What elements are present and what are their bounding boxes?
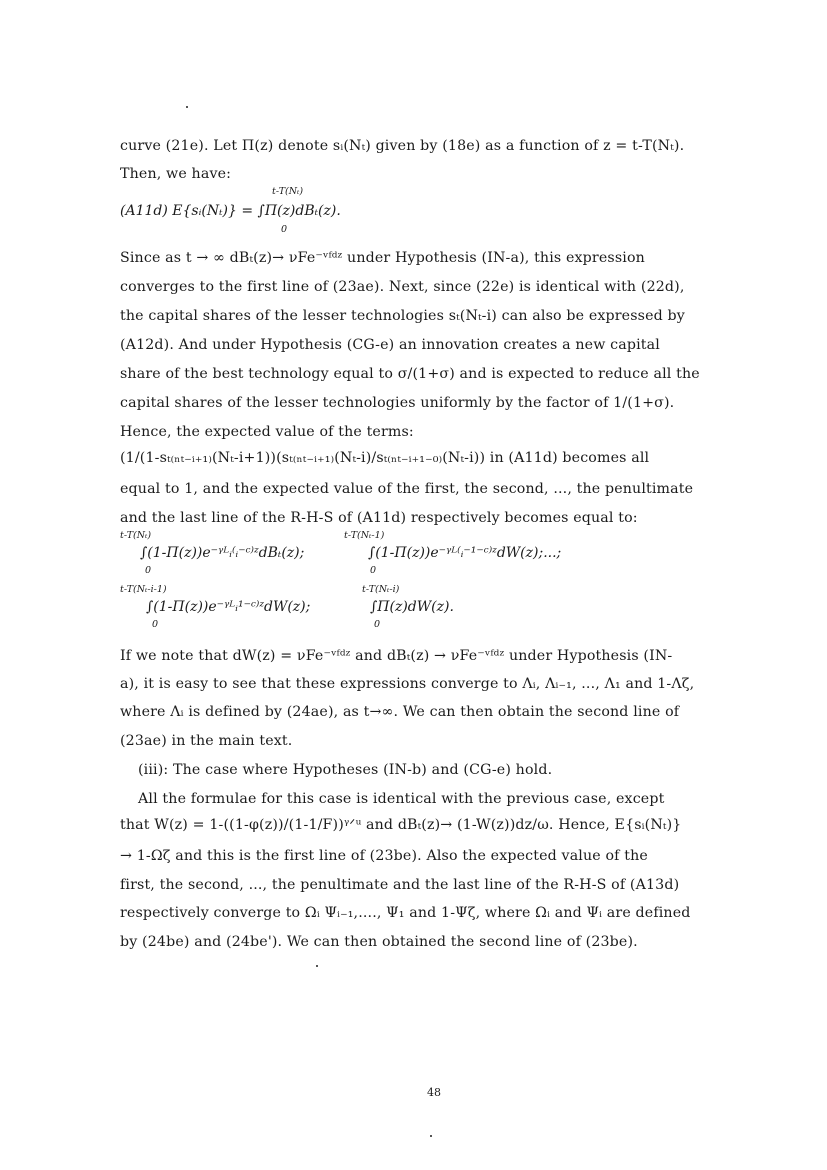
- body-line-11: equal to 1, and the expected value of the first, the second, ..., the penultimate: [120, 481, 694, 497]
- integral-1: ∫(1-Π(z))e⁻ᵞᴸᵢ⁽ᵢ⁻ᶜ⁾ᶻdBₜ(z);: [140, 545, 305, 561]
- body-line-21: first, the second, ..., the penultimate and the last line of the R-H-S of (A13d): [120, 877, 680, 893]
- integral-3-lower-limit: 0: [152, 619, 159, 630]
- body-line-8: capital shares of the lesser technologies uniformly by the factor of 1/(1+σ).: [120, 395, 675, 411]
- body-line-17: (iii): The case where Hypotheses (IN-b) and (CG-e) hold.: [138, 762, 553, 778]
- body-line-22: respectively converge to Ωᵢ Ψᵢ₋₁,...., Ψ₁ and 1-Ψζ, where Ωᵢ and Ψᵢ are defined: [120, 905, 691, 921]
- integral-1-upper-limit: t-T(Nₜ): [120, 530, 152, 541]
- integral-2-upper-limit: t-T(Nₜ-1): [344, 530, 385, 541]
- body-line-18: All the formulae for this case is identical with the previous case, except: [138, 791, 665, 807]
- body-line-1: curve (21e). Let Π(z) denote sᵢ(Nₜ) given by (18e) as a function of z = t-T(Nₜ).: [120, 138, 685, 154]
- body-line-12: and the last line of the R-H-S of (A11d) respectively becomes equal to:: [120, 510, 638, 526]
- body-line-13: If we note that dW(z) = νFe⁻ᵛᶠᵈᶻ and dBₜ(z) → νFe⁻ᵛᶠᵈᶻ under Hypothesis (IN-: [120, 648, 673, 664]
- a11d-lower-limit: 0: [281, 224, 288, 235]
- body-line-10: (1/(1-sₜ₍ₙₜ₋ᵢ₊₁₎(Nₜ-i+1))(sₜ₍ₙₜ₋ᵢ₊₁₎(Nₜ-i)/sₜ₍ₙₜ₋ᵢ₊₁₋₀₎(Nₜ-i)) in (A11d) becomes all: [120, 450, 650, 466]
- scan-speck: [186, 106, 188, 108]
- integral-2: ∫(1-Π(z))e⁻ᵞᴸ⁽ᵢ⁻¹⁻ᶜ⁾ᶻdW(z);...;: [368, 545, 562, 561]
- integral-3-upper-limit: t-T(Nₜ-i-1): [120, 584, 167, 595]
- body-line-7: share of the best technology equal to σ/(1+σ) and is expected to reduce all the: [120, 366, 700, 382]
- page-number: 48: [427, 1086, 441, 1099]
- scan-speck: [316, 965, 318, 967]
- body-line-4: converges to the first line of (23ae). Next, since (22e) is identical with (22d),: [120, 279, 685, 295]
- body-line-2: Then, we have:: [120, 166, 232, 182]
- body-line-20: → 1-Ωζ and this is the first line of (23be). Also the expected value of the: [120, 848, 648, 864]
- body-line-14: a), it is easy to see that these expressions converge to Λᵢ, Λᵢ₋₁, ..., Λ₁ and 1-Λζ,: [120, 676, 695, 692]
- body-line-5: the capital shares of the lesser technologies sₜ(Nₜ-i) can also be expressed by: [120, 308, 685, 324]
- integral-2-lower-limit: 0: [370, 565, 377, 576]
- integral-1-lower-limit: 0: [145, 565, 152, 576]
- body-line-9: Hence, the expected value of the terms:: [120, 424, 414, 440]
- body-line-15: where Λᵢ is defined by (24ae), as t→∞. We can then obtain the second line of: [120, 704, 680, 720]
- body-line-6: (A12d). And under Hypothesis (CG-e) an innovation creates a new capital: [120, 337, 660, 353]
- body-line-19: that W(z) = 1-((1-φ(z))/(1-1/F))ᵞᐟᵘ and dBₜ(z)→ (1-W(z))dz/ω. Hence, E{sᵢ(Nₜ)}: [120, 817, 682, 833]
- body-line-3: Since as t → ∞ dBₜ(z)→ νFe⁻ᵛᶠᵈᶻ under Hypothesis (IN-a), this expression: [120, 250, 645, 266]
- a11d-upper-limit: t-T(Nₜ): [272, 186, 304, 197]
- integral-3: ∫(1-Π(z))e⁻ᵞᴸᵢ¹⁻ᶜ⁾ᶻdW(z);: [146, 599, 311, 615]
- body-line-23: by (24be) and (24be'). We can then obtained the second line of (23be).: [120, 934, 638, 950]
- integral-4: ∫Π(z)dW(z).: [370, 599, 454, 615]
- scan-speck: [430, 1135, 432, 1137]
- integral-4-upper-limit: t-T(Nₜ-i): [362, 584, 400, 595]
- body-line-16: (23ae) in the main text.: [120, 733, 293, 749]
- equation-a11d: (A11d) E{sᵢ(Nₜ)} = ∫Π(z)dBₜ(z).: [120, 203, 341, 219]
- integral-4-lower-limit: 0: [374, 619, 381, 630]
